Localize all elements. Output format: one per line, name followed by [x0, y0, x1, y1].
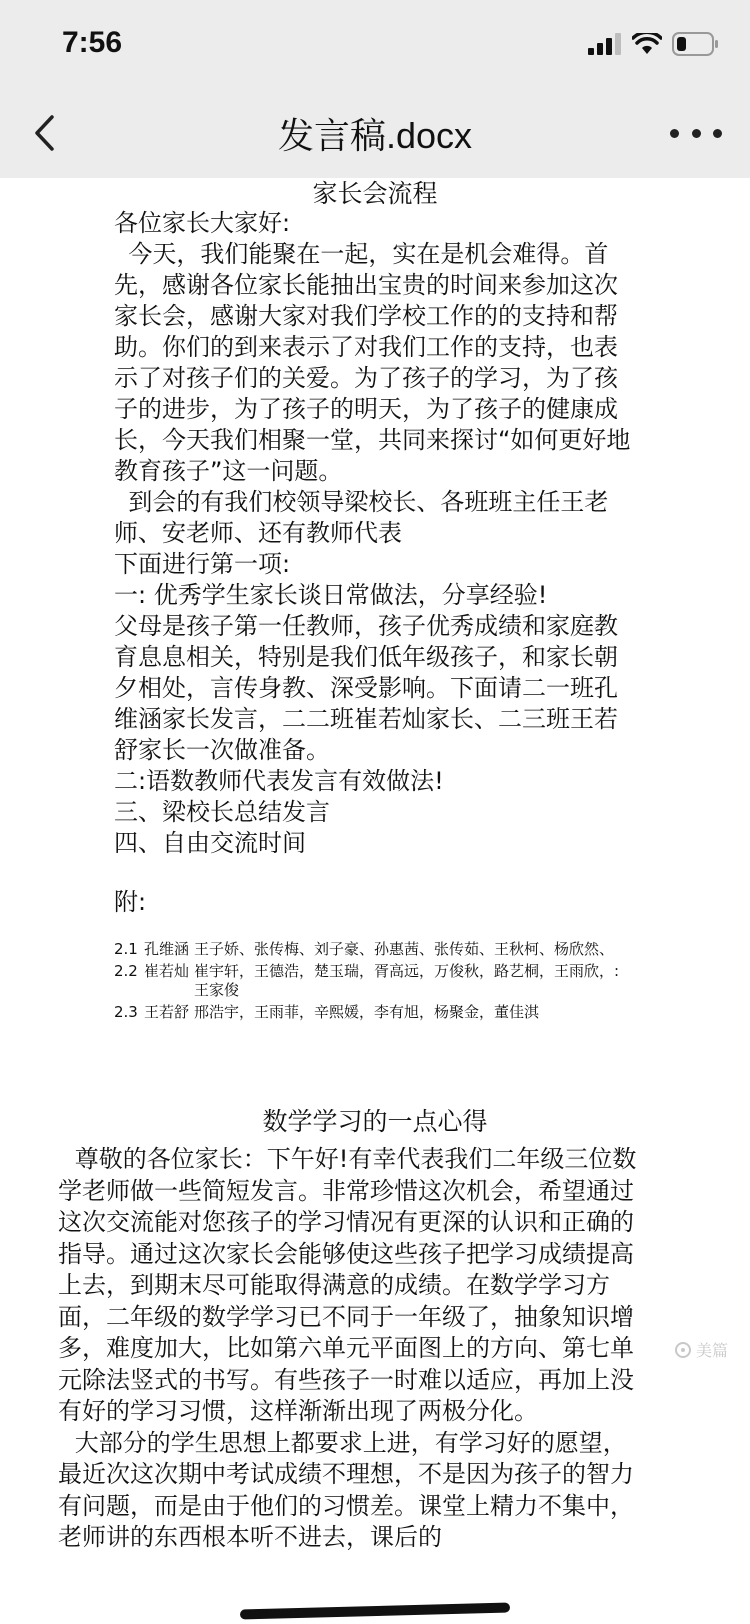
doc1-paragraph: 三、梁校长总结发言: [114, 798, 330, 826]
doc1-paragraph: 下面进行第一项:: [114, 550, 291, 578]
status-icons: [588, 32, 720, 56]
doc1-paragraph: 二:语数教师代表发言有效做法!: [114, 767, 444, 795]
signal-icon: [588, 33, 622, 55]
watermark: [674, 1338, 728, 1361]
appendix-number: 2.1: [114, 940, 138, 958]
appendix-row: [114, 940, 634, 959]
appendix-list: [114, 940, 634, 1025]
nav-bar: [0, 90, 750, 178]
appendix-row: [114, 962, 634, 1000]
document-title: 发言稿.docx: [277, 115, 473, 156]
ink-scribble: [240, 1602, 510, 1619]
appendix-number: 2.3: [114, 1003, 138, 1021]
watermark-text: 美篇: [695, 1341, 728, 1360]
doc2-body: [58, 1144, 643, 1554]
more-options-button[interactable]: [670, 120, 722, 146]
doc1-paragraph: 到会的有我们校领导梁校长、各班班主任王老师、安老师、还有教师代表: [114, 488, 609, 547]
status-time: 7:56: [62, 26, 123, 59]
more-dot-icon: [692, 129, 701, 138]
appendix-row: [114, 1003, 634, 1022]
battery-icon: [672, 32, 720, 56]
doc2-paragraph: 大部分的学生思想上都要求上进，有学习好的愿望，最近次这次期中考试成绩不理想，不是因为孩子的智力有问题，而是由于他们的习惯差。课堂上精力不集中，老师讲的东西根本听不进去，课后的: [58, 1428, 634, 1551]
doc1-title: 家长会流程: [312, 179, 438, 208]
status-bar: [0, 0, 750, 90]
appendix-name: 王若舒: [144, 1003, 190, 1021]
watermark-logo-icon: [674, 1341, 692, 1359]
document-content[interactable]: [0, 178, 750, 1624]
appendix-name: 孔维涵: [144, 940, 190, 958]
appendix-students: 崔宇轩，王德浩，楚玉瑞，胥高远，万俊秋，路艺桐，王雨欣，:王家俊: [194, 962, 620, 999]
more-dot-icon: [713, 129, 722, 138]
doc1-paragraph: 父母是孩子第一任教师，孩子优秀成绩和家庭教育息息相关，特别是我们低年级孩子，和家长朝夕相处，言传身教、深受影响。下面请二一班孔维涵家长发言，二二班崔若灿家长、二三班王若舒家长一次做准备。: [114, 612, 618, 764]
doc2-paragraph: 尊敬的各位家长：下午好!有幸代表我们二年级三位数学老师做一些简短发言。非常珍惜这次机会，希望通过这次交流能对您孩子的学习情况有更深的认识和正确的指导。通过这次家长会能够使这些孩子把学习成绩提高上去，到期末尽可能取得满意的成绩。在数学学习方面，二年级的数学学习已不同于一年级了，抽象知识增多，难度加大，比如第六单元平面图上的方向、第七单元除法竖式的书写。有些孩子一时难以适应，再加上没有好的学习习惯，这样渐渐出现了两极分化。: [58, 1145, 637, 1425]
doc1-paragraph: 今天，我们能聚在一起，实在是机会难得。首先，感谢各位家长能抽出宝贵的时间来参加这次家长会，感谢大家对我们学校工作的的支持和帮助。你们的到来表示了对我们工作的支持，也表示了对孩子们的关爱。为了孩子的学习，为了孩子的进步，为了孩子的明天，为了孩子的健康成长，今天我们相聚一堂，共同来探讨“如何更好地教育孩子”这一问题。: [114, 240, 631, 485]
doc1-body: [114, 208, 634, 918]
appendix-number: 2.2: [114, 962, 138, 980]
appendix-name: 崔若灿: [144, 962, 190, 980]
more-dot-icon: [670, 129, 679, 138]
doc2-title: 数学学习的一点心得: [262, 1107, 488, 1136]
appendix-label: 附:: [114, 888, 147, 916]
appendix-students: 邢浩宇，王雨菲，辛熙媛，李有旭，杨聚金，董佳淇: [194, 1003, 540, 1021]
appendix-students: 王子娇、张传梅、刘子豪、孙惠茜、张传茹、王秋柯、杨欣然、: [194, 940, 615, 958]
doc1-paragraph: 四、自由交流时间: [114, 829, 306, 857]
doc1-greeting: 各位家长大家好:: [114, 209, 291, 237]
doc1-paragraph: 一: 优秀学生家长谈日常做法，分享经验!: [114, 581, 548, 609]
wifi-icon: [632, 33, 662, 55]
